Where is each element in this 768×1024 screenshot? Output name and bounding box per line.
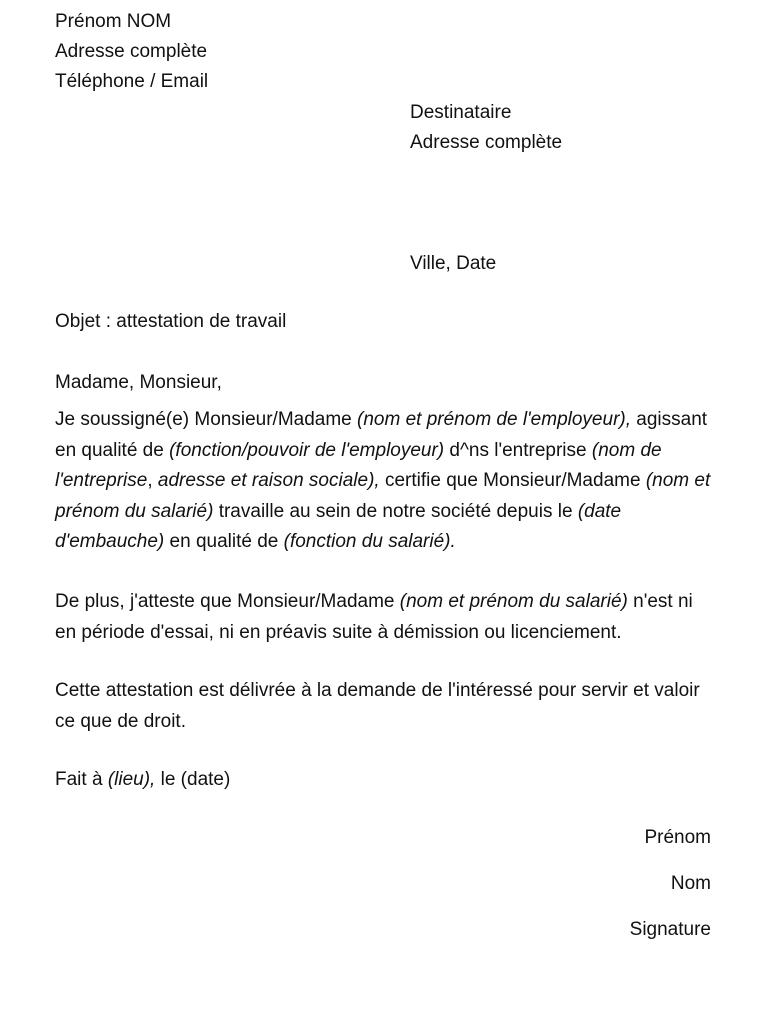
paragraph-purpose: Cette attestation est délivrée à la demande de l'intéressé pour servir et valoir ce que de droit. bbox=[55, 680, 700, 732]
placeholder-hire-date: (date d'embauche) bbox=[55, 500, 622, 552]
signature-last-name: Nom bbox=[670, 873, 711, 894]
paragraph-status bbox=[55, 587, 715, 648]
place-date: Ville, Date bbox=[410, 253, 497, 274]
paragraph-text: De plus, j'atteste que Monsieur/Madame bbox=[55, 591, 400, 612]
recipient-address: Adresse complète bbox=[410, 132, 563, 153]
paragraph-text: certifie que Monsieur/Madame bbox=[379, 470, 646, 491]
signature-first-name: Prénom bbox=[644, 827, 711, 848]
paragraph-text: agissant en qualité de bbox=[55, 409, 708, 461]
paragraph-text: n'est ni en période d'essai, ni en préavis suite à démission ou licenciement. bbox=[55, 591, 693, 643]
placeholder-employee-function: (fonction du salarié). bbox=[283, 531, 456, 552]
paragraph-text: , bbox=[147, 470, 158, 491]
signature-label: Signature bbox=[629, 919, 711, 940]
paragraph-text: en qualité de bbox=[164, 531, 284, 552]
sender-name: Prénom NOM bbox=[55, 11, 172, 32]
closing-text: Fait à bbox=[55, 769, 108, 790]
placeholder-employee-name: (nom et prénom du salarié) bbox=[55, 470, 711, 522]
placeholder-place: (lieu), bbox=[107, 769, 156, 790]
placeholder-company-address: adresse et raison sociale), bbox=[157, 470, 380, 491]
sender-address: Adresse complète bbox=[55, 41, 208, 62]
placeholder-company-name: (nom de l'entreprise bbox=[55, 439, 662, 491]
paragraph-text: Je soussigné(e) Monsieur/Madame bbox=[55, 409, 358, 430]
sender-contact: Téléphone / Email bbox=[55, 71, 209, 92]
paragraph-attestation bbox=[55, 405, 715, 558]
placeholder-employer-name: (nom et prénom de l'employeur), bbox=[357, 409, 632, 430]
closing-text: le (date) bbox=[155, 769, 231, 790]
placeholder-employer-function: (fonction/pouvoir de l'employeur) bbox=[169, 439, 445, 461]
placeholder-employee-name: (nom et prénom du salarié) bbox=[399, 591, 628, 612]
paragraph-text: travaille au sein de notre société depuis le bbox=[213, 500, 578, 522]
salutation: Madame, Monsieur, bbox=[55, 372, 222, 393]
closing-line bbox=[55, 765, 230, 795]
paragraph-text: d^ns l'entreprise bbox=[444, 439, 592, 461]
recipient-name: Destinataire bbox=[410, 102, 512, 123]
subject-line: Objet : attestation de travail bbox=[55, 311, 287, 332]
